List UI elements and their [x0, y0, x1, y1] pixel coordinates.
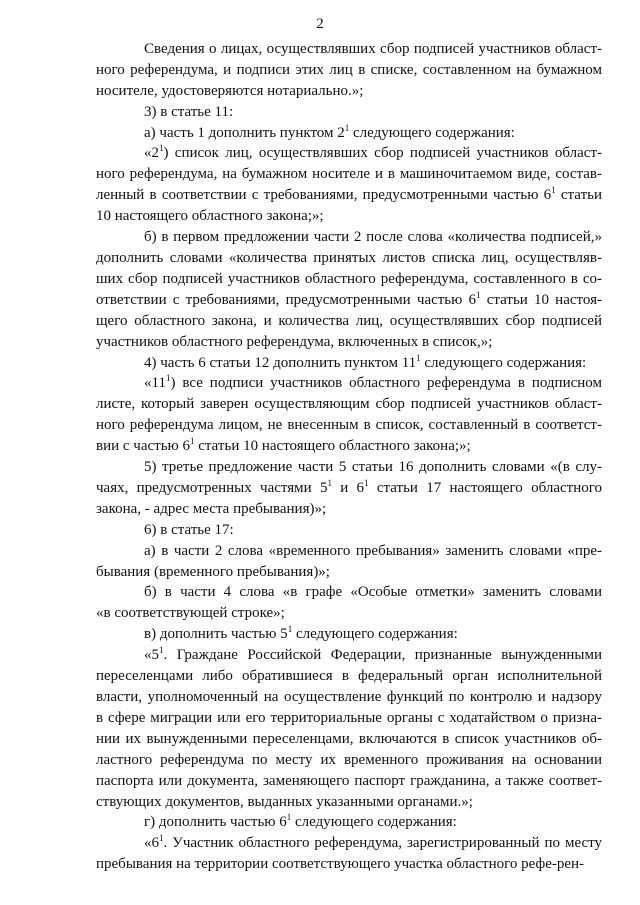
- text-line: ствующих документов, выданных указанными органами.»;: [96, 793, 473, 810]
- paragraph-p1: [96, 39, 602, 102]
- paragraph-p12: [96, 624, 602, 645]
- text-line: ного референдума, и подписи этих лиц в списке, составленном на бумажном: [96, 61, 602, 78]
- text-line: «$5^1$. Граждане Российской Федерации, признанные вынужденными: [144, 645, 602, 664]
- text-line: вии с частью $6^1$ статьи 10 настоящего областного закона;»;: [96, 436, 471, 455]
- text-line: закона, - адрес места пребывания)»;: [96, 500, 327, 517]
- paragraph-p4: [96, 143, 602, 227]
- text-line: Сведения о лицах, осуществлявших сбор подписей участников област-: [144, 40, 602, 57]
- text-line: ного референдума лицом, не внесенным в список, составленный в соответст-: [96, 417, 602, 434]
- text-line: «$11^1$) все подписи участников областного референдума в подписном: [144, 373, 602, 392]
- text-line: 3) в статье 11:: [144, 103, 234, 120]
- superscript-index: 1: [287, 624, 293, 635]
- superscript-index: 1: [159, 645, 164, 656]
- superscript-index: 1: [344, 122, 350, 133]
- text-line: чаях, предусмотренных частями $5^1$ и $6^1$ статьи 17 настоящего областного: [96, 477, 603, 496]
- text-line: ластного референдума по месту их временного проживания на основании: [96, 751, 602, 768]
- text-line: ленный в соответствии с требованиями, предусмотренными частью $6^1$ статьи: [96, 185, 602, 204]
- text-line: а) часть 1 дополнить пунктом $2^1$ следующего содержания:: [144, 122, 515, 141]
- text-line: 4) часть 6 статьи 12 дополнить пунктом $11^1$ следующего содержания:: [144, 352, 587, 371]
- text-line: переселенцами либо обратившиеся в федеральный орган исполнительной: [96, 668, 602, 685]
- paragraph-p11: [96, 582, 602, 624]
- text-line: б) в части 4 слова «в графе «Особые отметки» заменить словами: [144, 584, 602, 601]
- text-line: ших сбор подписей участников областного референдума, составленного в со-: [96, 270, 602, 287]
- text-line: власти, уполномоченный на осуществление функций по контролю и надзору: [96, 689, 602, 705]
- text-line: б) в первом предложении части 2 после слова «количества подписей,»: [144, 229, 602, 246]
- superscript-index: 1: [551, 185, 556, 196]
- text-line: бывания (временного пребывания)»;: [96, 563, 330, 580]
- paragraph-p3: [96, 123, 602, 144]
- text-line: а) в части 2 слова «временного пребывания» заменить словами «пре-: [144, 542, 602, 559]
- superscript-index: 1: [159, 143, 164, 154]
- page-number: 2: [316, 16, 324, 32]
- superscript-index: 1: [165, 373, 171, 384]
- paragraph-p2: [96, 102, 602, 123]
- text-line: 5) третье предложение части 5 статьи 16 дополнить словами «(в слу-: [144, 459, 602, 476]
- document-body: [96, 39, 602, 875]
- paragraph-p14: [96, 812, 602, 833]
- text-line: в) дополнить частью $5^1$ следующего содержания:: [144, 624, 458, 643]
- text-line: участников областного референдума, включенных в список,»;: [96, 333, 493, 350]
- paragraph-p8: [96, 457, 602, 520]
- superscript-index: 1: [476, 289, 481, 300]
- text-line: в сфере миграции или его территориальные органы с ходатайством о призна-: [96, 709, 602, 726]
- paragraph-p5: [96, 227, 602, 352]
- text-line: носителе, удостоверяются нотариально.»;: [96, 82, 364, 99]
- text-line: нии их вынужденными переселенцами, включаются в список участников об-: [96, 730, 602, 747]
- text-line: щего областного закона, и количества лиц, осуществлявших сбор подписей: [96, 312, 602, 329]
- paragraph-p13: [96, 645, 602, 812]
- superscript-index: 1: [416, 352, 421, 363]
- superscript-index: 1: [364, 477, 369, 488]
- paragraph-p10: [96, 541, 602, 583]
- superscript-index: 1: [286, 812, 292, 823]
- text-line: «$2^1$) список лиц, осуществлявших сбор подписей участников област-: [144, 143, 602, 162]
- text-line: листе, который заверен осуществляющим сбор подписей участников област-: [96, 396, 602, 413]
- text-line: дополнить словами «количества принятых листов списка лиц, осуществляв-: [96, 249, 602, 266]
- text-line: 6) в статье 17:: [144, 521, 234, 538]
- text-line: ного референдума, на бумажном носителе и в машиночитаемом виде, состав-: [96, 166, 602, 183]
- paragraph-p7: [96, 373, 602, 457]
- superscript-index: 1: [159, 833, 164, 844]
- text-line: «$6^1$. Участник областного референдума, зарегистрированный по месту: [144, 833, 602, 852]
- paragraph-p15: [96, 833, 602, 875]
- superscript-index: 1: [190, 436, 195, 447]
- paragraph-p9: [96, 520, 602, 541]
- text-line: паспорта или документа, заменяющего паспорт гражданина, а также соответ-: [96, 772, 602, 789]
- text-line: 10 настоящего областного закона;»;: [96, 208, 324, 225]
- text-line: ответствии с требованиями, предусмотренными частью $6^1$ статьи 10 настоя-: [96, 289, 602, 308]
- text-line: пребывания на территории соответствующего участка областного рефе-рен-: [96, 856, 585, 873]
- text-line: г) дополнить частью $6^1$ следующего содержания:: [144, 812, 457, 831]
- text-line: «в соответствующей строке»;: [96, 605, 285, 622]
- paragraph-p6: [96, 353, 602, 374]
- superscript-index: 1: [327, 477, 332, 488]
